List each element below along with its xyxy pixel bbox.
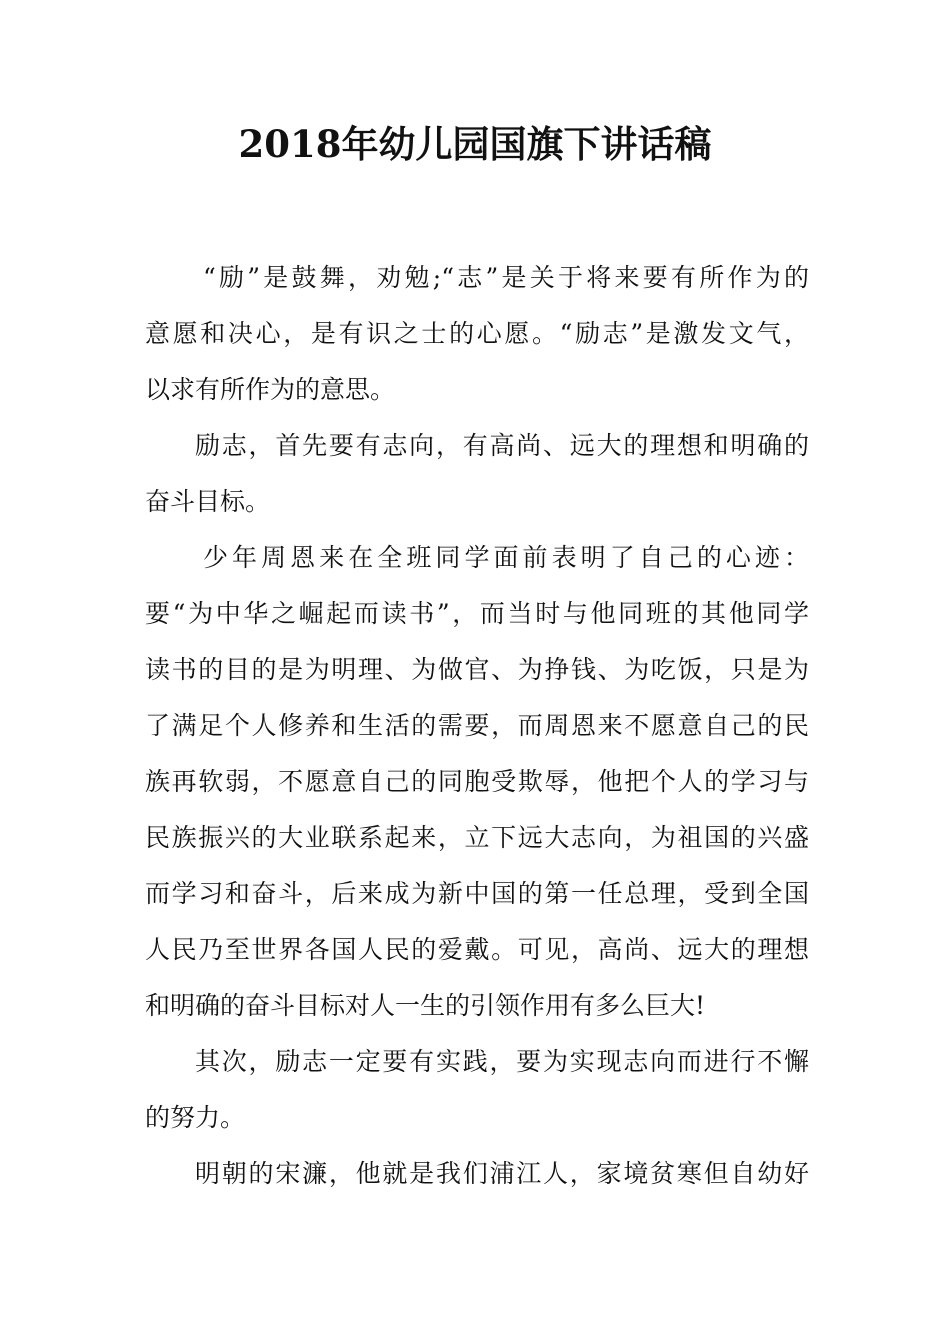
text-line: 少年周恩来在全班同学面前表明了自己的心迹：: [203, 543, 809, 572]
text-line: 以求有所作为的意思。: [145, 375, 396, 404]
text-line: 而学习和奋斗，后来成为新中国的第一任总理，受到全国: [145, 879, 809, 908]
text-line: 人民乃至世界各国人民的爱戴。可见，高尚、远大的理想: [145, 935, 809, 964]
text-line: 的努力。: [145, 1103, 246, 1132]
paragraph-2: [145, 418, 809, 530]
text-line: 意愿和决心，是有识之士的心愿。“励志”是激发文气，: [145, 319, 809, 348]
text-line: 其次，励志一定要有实践，要为实现志向而进行不懈: [195, 1047, 809, 1076]
text-line: 明朝的宋濂，他就是我们浦江人，家境贫寒但自幼好: [195, 1159, 809, 1188]
document-title: 2018年幼儿园国旗下讲话稿: [238, 122, 712, 166]
text-line: 奋斗目标。: [145, 487, 271, 516]
text-line: 民族振兴的大业联系起来，立下远大志向，为祖国的兴盛: [145, 823, 809, 852]
paragraph-1: [145, 250, 809, 418]
paragraph-3: [145, 530, 809, 1034]
text-line: 了满足个人修养和生活的需要，而周恩来不愿意自己的民: [145, 711, 809, 740]
paragraph-4: [145, 1034, 809, 1146]
text-line: 励志，首先要有志向，有高尚、远大的理想和明确的: [195, 431, 809, 460]
text-line: 要“为中华之崛起而读书”，而当时与他同班的其他同学: [145, 599, 809, 628]
paragraph-5: [145, 1146, 809, 1202]
document-body: [145, 250, 809, 1202]
text-line: 族再软弱，不愿意自己的同胞受欺辱，他把个人的学习与: [145, 767, 809, 796]
text-line: 和明确的奋斗目标对人一生的引领作用有多么巨大!: [145, 991, 706, 1020]
text-line: “励”是鼓舞，劝勉;“志”是关于将来要有所作为的: [203, 263, 809, 292]
text-line: 读书的目的是为明理、为做官、为挣钱、为吃饭，只是为: [145, 655, 809, 684]
